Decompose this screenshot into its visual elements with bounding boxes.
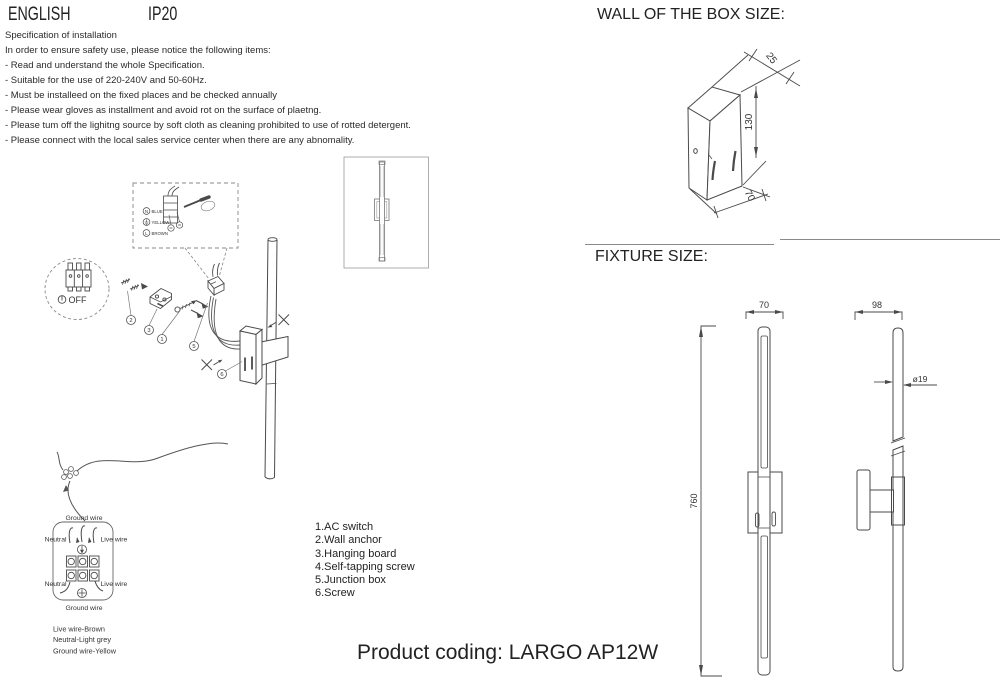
live-bottom-label: Live wire xyxy=(100,581,128,588)
callout-hanging-board: 3 xyxy=(147,328,151,335)
product-coding: Product coding: LARGO AP12W xyxy=(357,641,659,664)
wall-anchors xyxy=(121,278,139,290)
wire-color-ground: Ground wire-Yellow xyxy=(53,646,116,656)
power-off-icon xyxy=(58,296,66,304)
box-depth-dim: 25 xyxy=(763,50,779,67)
ground-wire-bottom-label: Ground wire xyxy=(65,605,103,612)
screw-tip-arrow xyxy=(191,300,197,304)
earth-icon xyxy=(145,220,149,225)
neutral-symbol: N xyxy=(144,209,149,214)
rod-diameter-dim: ø19 xyxy=(912,374,928,384)
fixture-section-title: FIXTURE SIZE: xyxy=(595,248,708,265)
live-top-label: Live wire xyxy=(100,536,128,544)
circuit-breaker-icon xyxy=(66,263,91,291)
rod-front xyxy=(758,327,770,675)
earth-cross-symbol xyxy=(78,589,87,598)
spec-item: - Please connect with the local sales service center when there are any abnomality. xyxy=(5,135,355,146)
front-width-dim: 70 xyxy=(758,300,770,310)
live-symbol: L xyxy=(145,231,148,236)
inset-leader-lines xyxy=(185,248,227,281)
wall-box-drawing xyxy=(650,35,815,220)
brown-label: BROWN xyxy=(151,231,168,236)
mount-arm-side xyxy=(870,490,894,512)
wire-bundle xyxy=(209,296,240,349)
divider-line xyxy=(585,244,774,245)
fixture-size-drawing xyxy=(670,290,950,690)
terminal-grid xyxy=(67,556,100,581)
wall-box-section-title: WALL OF THE BOX SIZE: xyxy=(597,6,785,23)
spec-item: - Please tum off the lighitng source by soft cloth as cleaning prohibited to use of rotted detergent. xyxy=(5,120,411,131)
fixture-height-dim: 760 xyxy=(689,493,699,509)
rod-side-lower xyxy=(893,446,903,671)
side-width-dim: 98 xyxy=(871,300,883,310)
direction-arrow xyxy=(141,283,148,290)
wire-stubs-top xyxy=(69,526,97,543)
legend-item: 5.Junction box xyxy=(315,574,386,587)
spec-intro: In order to ensure safety use, please notice the following items: xyxy=(5,45,271,56)
box-width-dim: 70 xyxy=(741,188,757,204)
ground-wire-top-label: Ground wire xyxy=(65,515,103,522)
fixture-side-view xyxy=(855,300,937,671)
language-title: ENGLISH xyxy=(8,4,71,25)
wire-color-live: Live wire-Brown xyxy=(53,624,105,634)
spec-title: Specification of installation xyxy=(5,30,117,41)
yellow-label: YELLOW xyxy=(151,220,170,225)
wiring-inset xyxy=(133,183,238,281)
box-height-dim: 130 xyxy=(744,113,755,131)
callout-junction-box: 5 xyxy=(192,344,196,351)
callout-ac-switch: 1 xyxy=(160,337,164,344)
legend-item: 3.Hanging board xyxy=(315,547,397,560)
legend-item: 1.AC switch xyxy=(315,521,374,533)
spec-item: - Suitable for the use of 220-240V and 50-60Hz. xyxy=(5,75,207,86)
box-left-face xyxy=(688,108,710,200)
junction-box-diagram xyxy=(45,515,128,656)
spec-item: - Please wear gloves as installment and avoid rot on the surface of plaetng. xyxy=(5,105,322,116)
legend-item: 4.Self-tapping screw xyxy=(315,560,415,573)
wall-plate xyxy=(240,326,262,384)
specification-block xyxy=(5,28,411,148)
screw-arrow xyxy=(218,360,223,363)
hanging-board xyxy=(150,289,172,309)
neutral-top-label: Neutral xyxy=(44,536,67,544)
rod-side-upper xyxy=(893,328,903,441)
ip-rating: IP20 xyxy=(148,4,178,25)
installation-diagram xyxy=(25,150,355,660)
callout-screw: 6 xyxy=(220,372,224,379)
divider-line xyxy=(780,239,1000,240)
legend-item: 2.Wall anchor xyxy=(315,534,382,547)
callout-wall-anchor: 2 xyxy=(129,318,133,325)
blue-label: BLUE xyxy=(151,209,163,214)
self-tapping-screw-icon xyxy=(202,360,221,371)
mount-disc-side xyxy=(857,470,870,530)
breaker-off-label: OFF xyxy=(68,295,87,305)
spec-item: - Must be installeed on the fixed places and be checked annually xyxy=(5,90,277,101)
wire-color-neutral: Neutral-Light grey xyxy=(53,635,111,644)
legend-item: 6.Screw xyxy=(315,587,355,600)
terminal-sketch xyxy=(164,186,217,231)
fixture-front-view xyxy=(689,300,783,676)
spec-item: - Read and understand the whole Specification. xyxy=(5,60,205,71)
supply-cord xyxy=(57,443,228,521)
neutral-bottom-label: Neutral xyxy=(44,581,67,588)
breaker-off-detail xyxy=(45,259,109,320)
